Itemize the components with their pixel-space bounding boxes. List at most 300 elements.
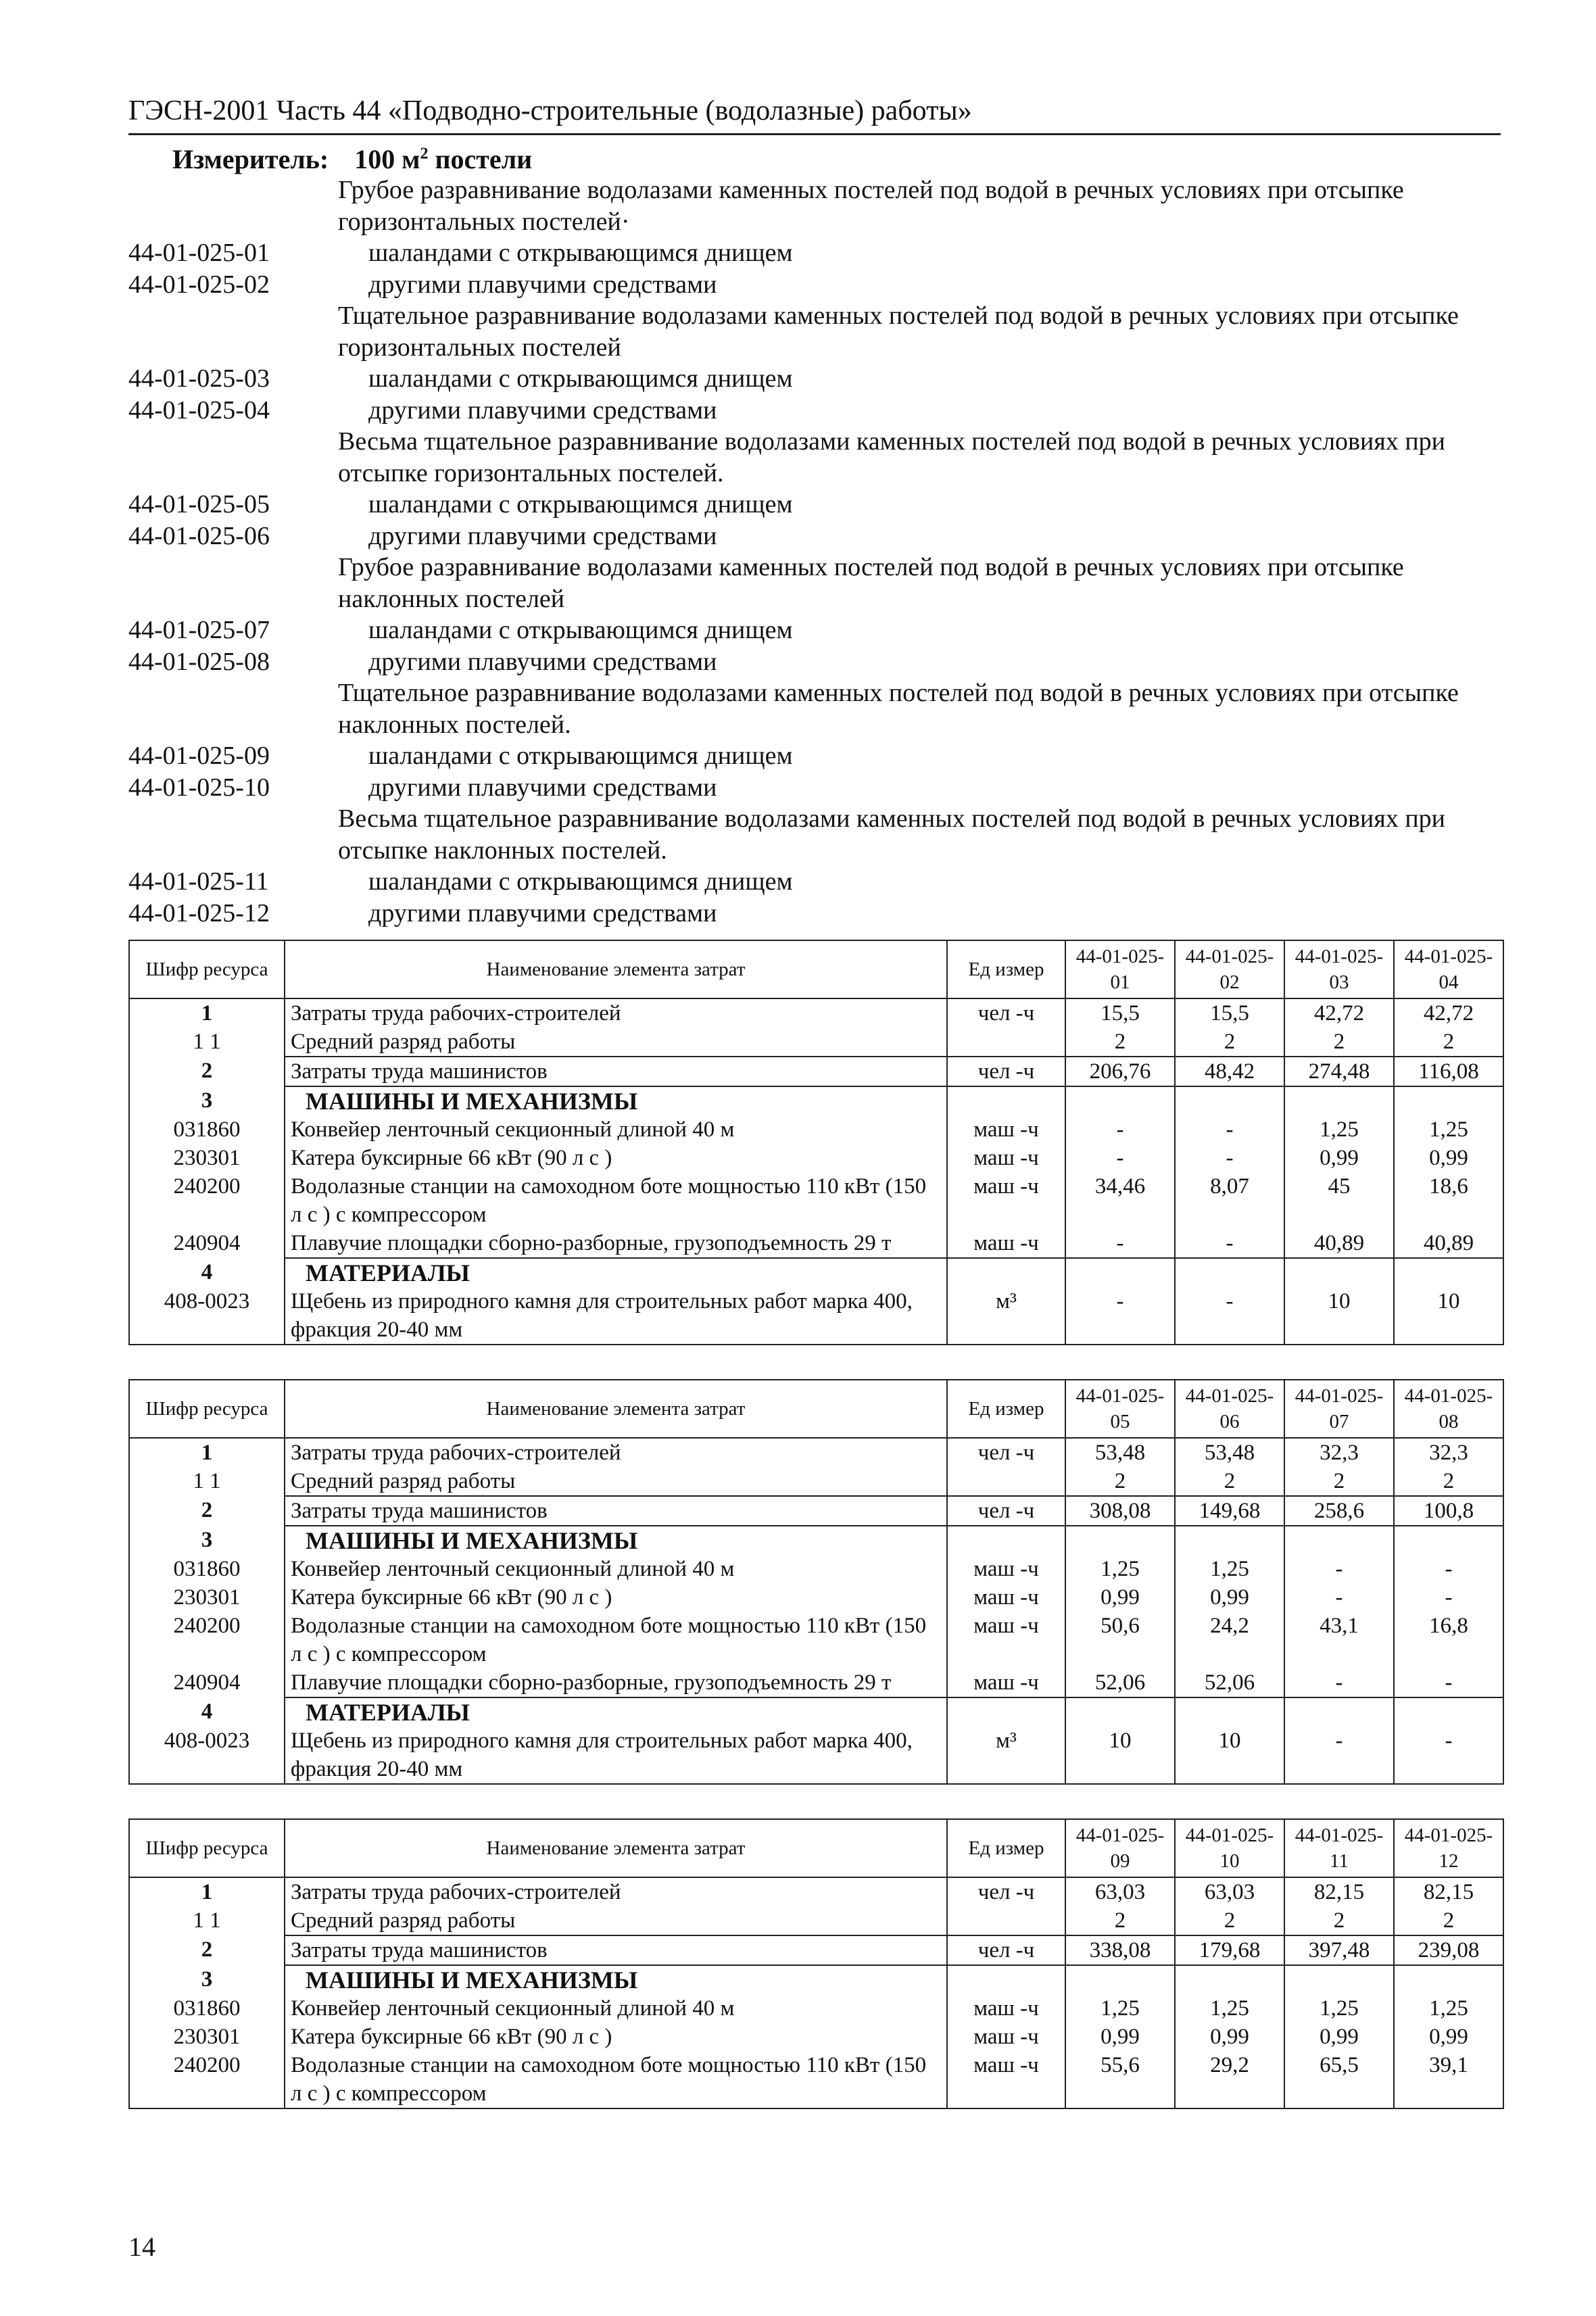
table-row — [129, 1994, 1503, 2023]
resource-unit: маш -ч — [947, 1668, 1065, 1697]
table-row — [129, 2051, 1503, 2108]
resource-unit: чел -ч — [947, 1438, 1065, 1467]
table-row — [129, 1467, 1503, 1496]
resource-code: 1 1 — [129, 1467, 285, 1496]
resource-value: 116,08 — [1394, 1057, 1503, 1086]
table-row — [129, 1172, 1503, 1229]
resource-name: Затраты труда рабочих-строителей — [285, 998, 947, 1028]
resource-value — [1175, 1965, 1284, 1994]
work-group-description — [128, 174, 1501, 237]
resource-unit — [947, 1028, 1065, 1057]
resource-value: 2 — [1065, 1467, 1175, 1496]
resource-unit: чел -ч — [947, 1496, 1065, 1526]
work-item — [128, 395, 1501, 427]
resource-value: 42,72 — [1284, 998, 1394, 1028]
table-header-row — [129, 1819, 1503, 1877]
work-text: другими плавучими средствами — [368, 647, 717, 676]
header-unit: Ед измер — [947, 1819, 1065, 1877]
resource-unit: маш -ч — [947, 1583, 1065, 1612]
resource-value — [1065, 1965, 1175, 1994]
table-row — [129, 1229, 1503, 1258]
table-row — [129, 1028, 1503, 1057]
header-name: Наименование элемента затрат — [285, 1819, 947, 1877]
meter-sup: 2 — [420, 145, 429, 163]
work-list — [128, 174, 1501, 929]
resource-value: 63,03 — [1175, 1877, 1284, 1906]
work-item — [128, 646, 1501, 678]
header-norm-code: 44-01-025-09 — [1065, 1819, 1175, 1877]
resource-table-1 — [128, 940, 1504, 1345]
resource-unit: маш -ч — [947, 1144, 1065, 1172]
table-row — [129, 1583, 1503, 1612]
resource-value: 1,25 — [1065, 1994, 1175, 2023]
resource-value: 1,25 — [1175, 1994, 1284, 2023]
resource-value: 1,25 — [1065, 1555, 1175, 1583]
work-item — [128, 489, 1501, 521]
work-text: другими плавучими средствами — [368, 898, 717, 927]
work-item — [128, 866, 1501, 898]
work-text: шаландами с открывающимся днищем — [368, 616, 793, 644]
resource-name: Средний разряд работы — [285, 1906, 947, 1935]
resource-code: 031860 — [129, 1115, 285, 1144]
resource-value: - — [1284, 1583, 1394, 1612]
header-name: Наименование элемента затрат — [285, 1380, 947, 1438]
work-code: 44-01-025-01 — [128, 239, 270, 267]
resource-value: - — [1175, 1115, 1284, 1144]
header-code: Шифр ресурса — [129, 1819, 285, 1877]
resource-value: - — [1394, 1583, 1503, 1612]
resource-value — [1394, 1086, 1503, 1115]
resource-name: Затраты труда машинистов — [285, 1935, 947, 1965]
resource-name: Плавучие площадки сборно-разборные, грузоподъемность 29 т — [285, 1668, 947, 1697]
resource-code: 4 — [129, 1258, 285, 1287]
table-row — [129, 998, 1503, 1028]
resource-value: - — [1065, 1144, 1175, 1172]
resource-value: 15,5 — [1065, 998, 1175, 1028]
table-row — [129, 1935, 1503, 1965]
resource-value: 0,99 — [1394, 1144, 1503, 1172]
resource-value: 29,2 — [1175, 2051, 1284, 2108]
resource-unit — [947, 1906, 1065, 1935]
resource-unit: маш -ч — [947, 1172, 1065, 1229]
work-text: Весьма тщательное разравнивание водолазами каменных постелей под водой в речных условиях при отсыпке наклонных постелей. — [338, 804, 1445, 865]
resource-value: 10 — [1284, 1287, 1394, 1345]
resource-value: 239,08 — [1394, 1935, 1503, 1965]
resource-value: 258,6 — [1284, 1496, 1394, 1526]
work-text: шаландами с открывающимся днищем — [368, 742, 793, 770]
resource-unit: маш -ч — [947, 2023, 1065, 2051]
resource-code: 031860 — [129, 1994, 285, 2023]
resource-value: 206,76 — [1065, 1057, 1175, 1086]
header-code: Шифр ресурса — [129, 940, 285, 998]
work-item — [128, 614, 1501, 646]
resource-value: 32,3 — [1284, 1438, 1394, 1467]
resource-value: 10 — [1065, 1727, 1175, 1784]
resource-value: 0,99 — [1065, 2023, 1175, 2051]
header-name: Наименование элемента затрат — [285, 940, 947, 998]
work-group-description — [128, 552, 1501, 614]
resource-value — [1175, 1697, 1284, 1727]
header-norm-code: 44-01-025-07 — [1284, 1380, 1394, 1438]
resource-value: 65,5 — [1284, 2051, 1394, 2108]
resource-name: МАШИНЫ И МЕХАНИЗМЫ — [285, 1086, 947, 1115]
work-code: 44-01-025-10 — [128, 773, 270, 802]
work-item — [128, 363, 1501, 395]
resource-code: 230301 — [129, 1144, 285, 1172]
resource-value: 0,99 — [1394, 2023, 1503, 2051]
resource-value: 45 — [1284, 1172, 1394, 1229]
table-row — [129, 1115, 1503, 1144]
resource-name: Затраты труда машинистов — [285, 1057, 947, 1086]
header-norm-code: 44-01-025-05 — [1065, 1380, 1175, 1438]
resource-value: - — [1284, 1555, 1394, 1583]
resource-value: 397,48 — [1284, 1935, 1394, 1965]
resource-value: 308,08 — [1065, 1496, 1175, 1526]
resource-value — [1394, 1965, 1503, 1994]
resource-unit: маш -ч — [947, 1994, 1065, 2023]
work-item — [128, 237, 1501, 269]
resource-name: Катера буксирные 66 кВт (90 л с ) — [285, 1144, 947, 1172]
work-text: шаландами с открывающимся днищем — [368, 867, 793, 896]
resource-value: 1,25 — [1394, 1994, 1503, 2023]
header-code: Шифр ресурса — [129, 1380, 285, 1438]
resource-name: Затраты труда машинистов — [285, 1496, 947, 1526]
resource-value: 10 — [1394, 1287, 1503, 1345]
resource-value — [1394, 1526, 1503, 1555]
resource-value: 2 — [1175, 1467, 1284, 1496]
resource-value: 179,68 — [1175, 1935, 1284, 1965]
work-code: 44-01-025-05 — [128, 490, 270, 518]
resource-value: 8,07 — [1175, 1172, 1284, 1229]
work-text: шаландами с открывающимся днищем — [368, 364, 793, 393]
resource-value — [1284, 1697, 1394, 1727]
resource-value: 32,3 — [1394, 1438, 1503, 1467]
table-header-row — [129, 940, 1503, 998]
resource-value: 34,46 — [1065, 1172, 1175, 1229]
table-row — [129, 1057, 1503, 1086]
resource-value: - — [1394, 1555, 1503, 1583]
resource-name: Катера буксирные 66 кВт (90 л с ) — [285, 2023, 947, 2051]
resource-value: 2 — [1394, 1467, 1503, 1496]
resource-value: 0,99 — [1284, 2023, 1394, 2051]
resource-value — [1284, 1086, 1394, 1115]
resource-value: - — [1065, 1115, 1175, 1144]
resource-value: 53,48 — [1175, 1438, 1284, 1467]
resource-value: 40,89 — [1284, 1229, 1394, 1258]
header-norm-code: 44-01-025-01 — [1065, 940, 1175, 998]
work-code: 44-01-025-04 — [128, 395, 270, 425]
work-text: Тщательное разравнивание водолазами каменных постелей под водой в речных условиях при отсыпке наклонных постелей. — [338, 679, 1459, 739]
table-row — [129, 1965, 1503, 1994]
header-norm-code: 44-01-025-04 — [1394, 940, 1503, 998]
work-code: 44-01-025-09 — [128, 742, 270, 770]
work-code: 44-01-025-02 — [128, 270, 270, 299]
resource-code: 2 — [129, 1496, 285, 1526]
work-code — [128, 803, 338, 866]
resource-code: 4 — [129, 1697, 285, 1727]
resource-value: 0,99 — [1284, 1144, 1394, 1172]
resource-value — [1065, 1697, 1175, 1727]
resource-value: 15,5 — [1175, 998, 1284, 1028]
resource-unit: маш -ч — [947, 2051, 1065, 2108]
resource-name: Затраты труда рабочих-строителей — [285, 1877, 947, 1906]
resource-value — [1284, 1258, 1394, 1287]
work-code — [128, 552, 338, 614]
resource-code: 240904 — [129, 1229, 285, 1258]
header-norm-code: 44-01-025-12 — [1394, 1819, 1503, 1877]
resource-value: 2 — [1394, 1906, 1503, 1935]
resource-code: 1 1 — [129, 1906, 285, 1935]
table-row — [129, 1287, 1503, 1345]
resource-value: 1,25 — [1284, 1115, 1394, 1144]
resource-name: Конвейер ленточный секционный длиной 40 м — [285, 1555, 947, 1583]
header-norm-code: 44-01-025-11 — [1284, 1819, 1394, 1877]
resource-value: 0,99 — [1065, 1583, 1175, 1612]
resource-unit: м³ — [947, 1287, 1065, 1345]
table-row — [129, 1906, 1503, 1935]
resource-code: 1 — [129, 998, 285, 1028]
header-unit: Ед измер — [947, 940, 1065, 998]
table-row — [129, 1438, 1503, 1467]
resource-code: 408-0023 — [129, 1287, 285, 1345]
resource-value: 338,08 — [1065, 1935, 1175, 1965]
resource-value: 52,06 — [1065, 1668, 1175, 1697]
resource-unit — [947, 1258, 1065, 1287]
work-text: шаландами с открывающимся днищем — [368, 239, 793, 267]
resource-code: 240200 — [129, 1612, 285, 1668]
resource-unit — [947, 1086, 1065, 1115]
work-code — [128, 174, 338, 237]
resource-value — [1065, 1526, 1175, 1555]
page-number: 14 — [128, 2231, 155, 2262]
table-row — [129, 1727, 1503, 1784]
resource-code: 240904 — [129, 1668, 285, 1697]
resource-unit: маш -ч — [947, 1555, 1065, 1583]
work-code: 44-01-025-07 — [128, 616, 270, 644]
work-text: шаландами с открывающимся днищем — [368, 490, 793, 518]
resource-name: Конвейер ленточный секционный длиной 40 м — [285, 1994, 947, 2023]
resource-table-2 — [128, 1379, 1504, 1785]
resource-name: Щебень из природного камня для строительных работ марка 400, фракция 20-40 мм — [285, 1287, 947, 1345]
resource-value: 48,42 — [1175, 1057, 1284, 1086]
resource-value — [1175, 1526, 1284, 1555]
work-code: 44-01-025-08 — [128, 647, 270, 676]
resource-code: 2 — [129, 1935, 285, 1965]
resource-unit — [947, 1697, 1065, 1727]
resource-value: 274,48 — [1284, 1057, 1394, 1086]
resource-name: Затраты труда рабочих-строителей — [285, 1438, 947, 1467]
resource-value: 2 — [1065, 1028, 1175, 1057]
work-code: 44-01-025-03 — [128, 364, 270, 393]
resource-value: - — [1175, 1287, 1284, 1345]
resource-unit: чел -ч — [947, 1877, 1065, 1906]
table-row — [129, 1668, 1503, 1697]
work-code: 44-01-025-12 — [128, 898, 270, 927]
resource-name: Щебень из природного камня для строительных работ марка 400, фракция 20-40 мм — [285, 1727, 947, 1784]
resource-value — [1284, 1526, 1394, 1555]
resource-value: 55,6 — [1065, 2051, 1175, 2108]
resource-value — [1175, 1086, 1284, 1115]
resource-value: 63,03 — [1065, 1877, 1175, 1906]
resource-value: 2 — [1284, 1028, 1394, 1057]
resource-value: 0,99 — [1175, 2023, 1284, 2051]
resource-code: 1 1 — [129, 1028, 285, 1057]
resource-code: 1 — [129, 1877, 285, 1906]
header-norm-code: 44-01-025-10 — [1175, 1819, 1284, 1877]
work-item — [128, 521, 1501, 552]
table-row — [129, 1612, 1503, 1668]
resource-value: 50,6 — [1065, 1612, 1175, 1668]
resource-unit: м³ — [947, 1727, 1065, 1784]
table-row — [129, 1086, 1503, 1115]
meter-unit: постели — [435, 144, 533, 174]
resource-name: МАШИНЫ И МЕХАНИЗМЫ — [285, 1526, 947, 1555]
resource-name: МАТЕРИАЛЫ — [285, 1258, 947, 1287]
table-row — [129, 1697, 1503, 1727]
resource-name: Катера буксирные 66 кВт (90 л с ) — [285, 1583, 947, 1612]
resource-value: - — [1284, 1668, 1394, 1697]
resource-value: 2 — [1284, 1906, 1394, 1935]
resource-value: 39,1 — [1394, 2051, 1503, 2108]
table-row — [129, 1144, 1503, 1172]
table-row — [129, 2023, 1503, 2051]
resource-value: 2 — [1394, 1028, 1503, 1057]
resource-code: 1 — [129, 1438, 285, 1467]
resource-code: 3 — [129, 1086, 285, 1115]
resource-value: 1,25 — [1175, 1555, 1284, 1583]
work-text: другими плавучими средствами — [368, 773, 717, 802]
resource-value: 82,15 — [1284, 1877, 1394, 1906]
resource-value: 2 — [1065, 1906, 1175, 1935]
resource-value: - — [1284, 1727, 1394, 1784]
resource-code: 240200 — [129, 2051, 285, 2108]
table-row — [129, 1496, 1503, 1526]
resource-value: 24,2 — [1175, 1612, 1284, 1668]
work-code — [128, 426, 338, 489]
resource-code: 3 — [129, 1526, 285, 1555]
resource-value — [1065, 1086, 1175, 1115]
work-text: другими плавучими средствами — [368, 395, 717, 425]
resource-unit: маш -ч — [947, 1229, 1065, 1258]
work-group-description — [128, 300, 1501, 363]
resource-value: 53,48 — [1065, 1438, 1175, 1467]
resource-value: 82,15 — [1394, 1877, 1503, 1906]
resource-unit: чел -ч — [947, 1057, 1065, 1086]
meter-line — [172, 143, 532, 175]
header-norm-code: 44-01-025-06 — [1175, 1380, 1284, 1438]
work-group-description — [128, 426, 1501, 489]
table-row — [129, 1877, 1503, 1906]
resource-name: Плавучие площадки сборно-разборные, грузоподъемность 29 т — [285, 1229, 947, 1258]
resource-code: 3 — [129, 1965, 285, 1994]
resource-value: 149,68 — [1175, 1496, 1284, 1526]
resource-value: 10 — [1175, 1727, 1284, 1784]
table-row — [129, 1526, 1503, 1555]
resource-code: 2 — [129, 1057, 285, 1086]
resource-value: 18,6 — [1394, 1172, 1503, 1229]
resource-code: 240200 — [129, 1172, 285, 1229]
resource-name: МАШИНЫ И МЕХАНИЗМЫ — [285, 1965, 947, 1994]
resource-value: - — [1175, 1144, 1284, 1172]
table-header-row — [129, 1380, 1503, 1438]
resource-name: Средний разряд работы — [285, 1028, 947, 1057]
resource-code: 230301 — [129, 1583, 285, 1612]
table-row — [129, 1258, 1503, 1287]
resource-value — [1394, 1697, 1503, 1727]
resource-code: 031860 — [129, 1555, 285, 1583]
header-norm-code: 44-01-025-08 — [1394, 1380, 1503, 1438]
resource-value: - — [1394, 1668, 1503, 1697]
resource-unit: маш -ч — [947, 1115, 1065, 1144]
table-row — [129, 1555, 1503, 1583]
work-code — [128, 300, 338, 363]
header-norm-code: 44-01-025-03 — [1284, 940, 1394, 998]
resource-value — [1284, 1965, 1394, 1994]
work-text: другими плавучими средствами — [368, 270, 717, 299]
work-group-description — [128, 677, 1501, 740]
resource-value: 42,72 — [1394, 998, 1503, 1028]
resource-table-3 — [128, 1818, 1504, 2109]
resource-value: - — [1175, 1229, 1284, 1258]
resource-value — [1065, 1258, 1175, 1287]
resource-value — [1394, 1258, 1503, 1287]
work-text: другими плавучими средствами — [368, 521, 717, 550]
work-text: Тщательное разравнивание водолазами каменных постелей под водой в речных условиях при отсыпке горизонтальных постелей — [338, 301, 1459, 362]
resource-value — [1175, 1258, 1284, 1287]
meter-value: 100 м — [354, 144, 420, 174]
resource-name: Средний разряд работы — [285, 1467, 947, 1496]
resource-unit — [947, 1467, 1065, 1496]
header-norm-code: 44-01-025-02 — [1175, 940, 1284, 998]
work-group-description — [128, 803, 1501, 866]
resource-unit — [947, 1965, 1065, 1994]
header-unit: Ед измер — [947, 1380, 1065, 1438]
resource-name: Конвейер ленточный секционный длиной 40 м — [285, 1115, 947, 1144]
resource-value: 2 — [1175, 1028, 1284, 1057]
work-code: 44-01-025-11 — [128, 867, 269, 896]
resource-value: 16,8 — [1394, 1612, 1503, 1668]
resource-value: 2 — [1175, 1906, 1284, 1935]
work-code: 44-01-025-06 — [128, 521, 270, 550]
resource-value: 1,25 — [1284, 1994, 1394, 2023]
work-item — [128, 740, 1501, 772]
resource-name: Водолазные станции на самоходном боте мощностью 110 кВт (150 л с ) с компрессором — [285, 2051, 947, 2108]
resource-unit: чел -ч — [947, 998, 1065, 1028]
work-item — [128, 898, 1501, 930]
resource-name: МАТЕРИАЛЫ — [285, 1697, 947, 1727]
resource-value: - — [1394, 1727, 1503, 1784]
resource-name: Водолазные станции на самоходном боте мощностью 110 кВт (150 л с ) с компрессором — [285, 1612, 947, 1668]
resource-unit: маш -ч — [947, 1612, 1065, 1668]
resource-unit: чел -ч — [947, 1935, 1065, 1965]
work-text: Грубое разравнивание водолазами каменных постелей под водой в речных условиях при отсыпке наклонных постелей — [338, 553, 1404, 613]
resource-value: 43,1 — [1284, 1612, 1394, 1668]
work-text: Грубое разравнивание водолазами каменных постелей под водой в речных условиях при отсыпке горизонтальных постелей· — [338, 176, 1404, 236]
resource-value: 1,25 — [1394, 1115, 1503, 1144]
resource-value: 2 — [1284, 1467, 1394, 1496]
resource-value: 40,89 — [1394, 1229, 1503, 1258]
resource-value: 0,99 — [1175, 1583, 1284, 1612]
resource-code: 230301 — [129, 2023, 285, 2051]
resource-code: 408-0023 — [129, 1727, 285, 1784]
resource-value: 52,06 — [1175, 1668, 1284, 1697]
work-item — [128, 269, 1501, 301]
resource-value: 100,8 — [1394, 1496, 1503, 1526]
meter-label: Измеритель: — [172, 144, 329, 174]
resource-value: - — [1065, 1229, 1175, 1258]
resource-name: Водолазные станции на самоходном боте мощностью 110 кВт (150 л с ) с компрессором — [285, 1172, 947, 1229]
page-header: ГЭСН-2001 Часть 44 «Подводно-строительные (водолазные) работы» — [128, 91, 1501, 135]
